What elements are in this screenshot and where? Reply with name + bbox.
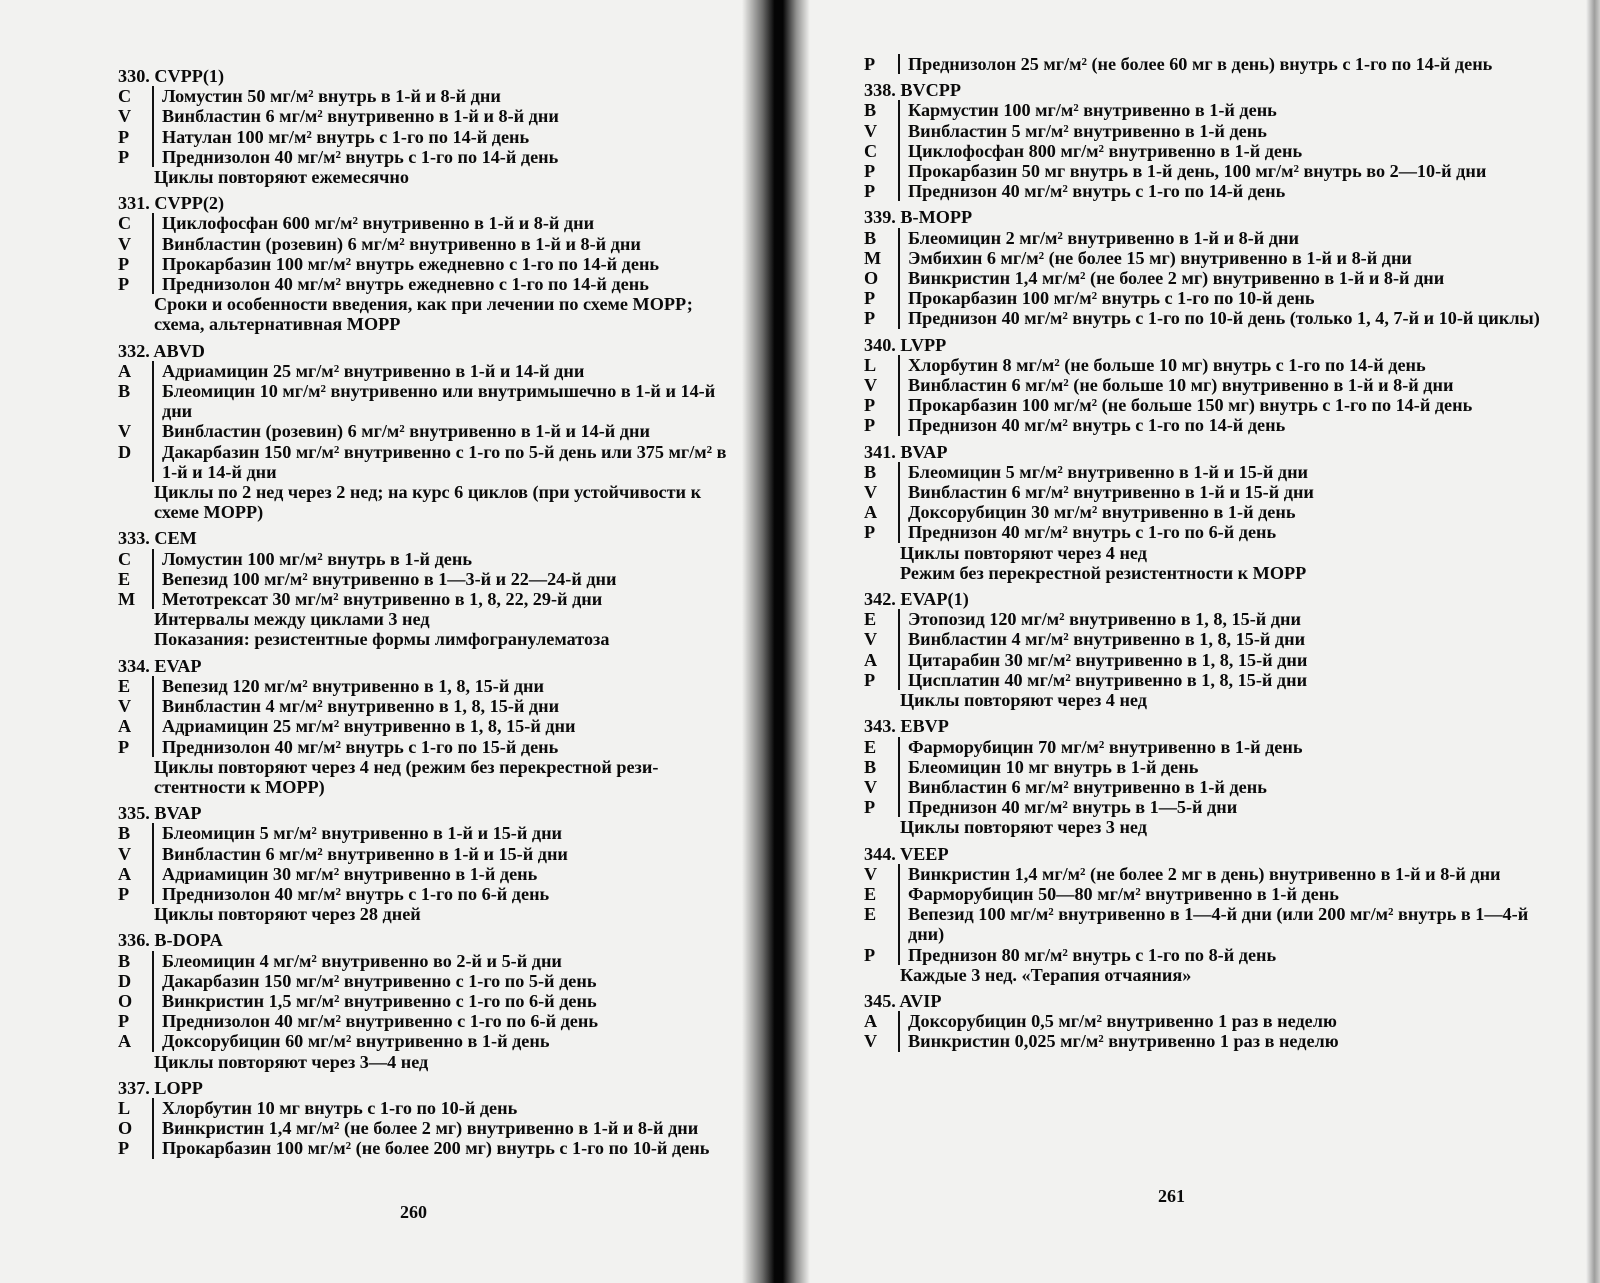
drug-row bbox=[118, 823, 728, 843]
drug-code: B bbox=[864, 227, 877, 248]
drug-code: B bbox=[864, 756, 877, 777]
drug-code: B bbox=[864, 100, 877, 121]
drug-code: P bbox=[118, 883, 130, 904]
drug-row bbox=[118, 844, 728, 864]
page-number-right: 261 bbox=[1158, 1186, 1185, 1206]
drug-dosage: Винкристин 1,4 мг/м² (не более 2 мг) внутривенно в 1-й и 8-й дни bbox=[898, 268, 1564, 288]
regimen-title: 345. AVIP bbox=[864, 990, 942, 1011]
regimen-note: Режим без перекрестной резистентности к МОРР bbox=[900, 562, 1307, 583]
drug-code: C bbox=[118, 86, 132, 107]
drug-dosage: Циклофосфан 800 мг/м² внутривенно в 1-й день bbox=[898, 141, 1564, 161]
drug-row bbox=[864, 522, 1564, 542]
drug-row bbox=[864, 797, 1564, 817]
regimen-note: Циклы повторяют через 3—4 нед bbox=[154, 1051, 429, 1072]
drug-code: A bbox=[864, 1011, 878, 1032]
drug-row bbox=[864, 288, 1564, 308]
drug-row bbox=[118, 589, 728, 609]
drug-dosage: Винкристин 1,4 мг/м² (не более 2 мг) внутривенно в 1-й и 8-й дни bbox=[152, 1118, 728, 1138]
regimen-title: 342. EVAP(1) bbox=[864, 589, 969, 610]
drug-dosage: Преднизон 40 мг/м² внутрь с 1-го по 14-й день bbox=[898, 415, 1564, 435]
drug-row bbox=[864, 609, 1564, 629]
drug-row bbox=[118, 737, 728, 757]
drug-dosage: Винбластин 6 мг/м² (не больше 10 мг) внутривенно в 1-й и 8-й дни bbox=[898, 375, 1564, 395]
drug-code: P bbox=[118, 1011, 130, 1032]
drug-row bbox=[118, 213, 728, 233]
drug-dosage: Дакарбазин 150 мг/м² внутривенно с 1-го по 5-й день bbox=[152, 971, 728, 991]
drug-row bbox=[118, 1138, 728, 1158]
drug-row bbox=[864, 884, 1564, 904]
drug-dosage: Винбластин 4 мг/м² внутривенно в 1, 8, 15-й дни bbox=[898, 629, 1564, 649]
drug-row bbox=[864, 395, 1564, 415]
regimen-entry bbox=[864, 54, 1564, 74]
drug-code: V bbox=[864, 863, 878, 884]
drug-dosage: Вепезид 100 мг/м² внутривенно в 1—4-й дни (или 200 мг/м² внутрь в 1—4-й дни) bbox=[898, 904, 1564, 944]
drug-row bbox=[118, 1098, 728, 1118]
drug-code: P bbox=[864, 944, 876, 965]
drug-code: V bbox=[118, 421, 132, 442]
drug-dosage: Винкристин 1,5 мг/м² внутривенно с 1-го по 6-й день bbox=[152, 991, 728, 1011]
drug-row bbox=[118, 951, 728, 971]
drug-code: C bbox=[118, 548, 132, 569]
drug-row bbox=[118, 361, 728, 381]
drug-dosage: Адриамицин 25 мг/м² внутривенно в 1, 8, 15-й дни bbox=[152, 716, 728, 736]
drug-row bbox=[118, 569, 728, 589]
left-page bbox=[0, 0, 760, 1283]
drug-code: E bbox=[864, 609, 877, 630]
drug-row bbox=[864, 308, 1564, 328]
drug-row bbox=[118, 147, 728, 167]
drug-row bbox=[864, 121, 1564, 141]
drug-row bbox=[118, 884, 728, 904]
drug-code: L bbox=[118, 1097, 131, 1118]
drug-row bbox=[118, 381, 728, 421]
drug-row bbox=[118, 421, 728, 441]
drug-code: V bbox=[864, 1031, 878, 1052]
regimen-note: Интервалы между циклами 3 нед bbox=[154, 609, 430, 630]
drug-row bbox=[864, 228, 1564, 248]
drug-dosage: Блеомицин 10 мг внутрь в 1-й день bbox=[898, 757, 1564, 777]
drug-code: V bbox=[118, 696, 132, 717]
drug-row bbox=[118, 864, 728, 884]
drug-row bbox=[864, 268, 1564, 288]
drug-code: O bbox=[864, 268, 879, 289]
regimen-entry bbox=[118, 66, 728, 187]
drug-code: C bbox=[864, 140, 878, 161]
regimen-entry bbox=[864, 589, 1564, 710]
regimen-entry bbox=[118, 193, 728, 334]
regimen-entry bbox=[118, 1078, 728, 1159]
drug-row bbox=[118, 991, 728, 1011]
drug-dosage: Фарморубицин 50—80 мг/м² внутривенно в 1-й день bbox=[898, 884, 1564, 904]
drug-dosage: Прокарбазин 100 мг/м² (не больше 150 мг) внутрь с 1-го по 14-й день bbox=[898, 395, 1564, 415]
drug-code: V bbox=[864, 120, 878, 141]
drug-dosage: Преднизолон 25 мг/м² (не более 60 мг в день) внутрь с 1-го по 14-й день bbox=[898, 54, 1564, 74]
drug-row bbox=[864, 161, 1564, 181]
drug-row bbox=[864, 777, 1564, 797]
drug-code: A bbox=[864, 502, 878, 523]
drug-code: V bbox=[118, 233, 132, 254]
drug-code: P bbox=[118, 274, 130, 295]
drug-row bbox=[864, 737, 1564, 757]
drug-dosage: Цисплатин 40 мг/м² внутривенно в 1, 8, 15-й дни bbox=[898, 670, 1564, 690]
drug-dosage: Преднизолон 40 мг/м² внутрь ежедневно с 1-го по 14-й день bbox=[152, 274, 728, 294]
drug-row bbox=[118, 716, 728, 736]
drug-row bbox=[118, 254, 728, 274]
drug-dosage: Вепезид 100 мг/м² внутривенно в 1—3-й и 22—24-й дни bbox=[152, 569, 728, 589]
drug-code: P bbox=[864, 522, 876, 543]
drug-dosage: Адриамицин 25 мг/м² внутривенно в 1-й и 14-й дни bbox=[152, 361, 728, 381]
drug-code: P bbox=[118, 736, 130, 757]
drug-row bbox=[118, 696, 728, 716]
regimen-entry bbox=[864, 207, 1564, 328]
regimen-entry bbox=[118, 528, 728, 649]
regimen-title: 331. CVPP(2) bbox=[118, 193, 225, 214]
drug-dosage: Преднизон 40 мг/м² внутрь с 1-го по 6-й день bbox=[898, 522, 1564, 542]
drug-code: P bbox=[864, 308, 876, 329]
regimen-entry bbox=[864, 716, 1564, 837]
regimen-note: Циклы повторяют через 4 нед bbox=[900, 690, 1147, 711]
drug-code: M bbox=[864, 247, 882, 268]
drug-dosage: Фарморубицин 70 мг/м² внутривенно в 1-й день bbox=[898, 737, 1564, 757]
drug-code: P bbox=[864, 415, 876, 436]
regimen-note: Циклы повторяют через 3 нед bbox=[900, 817, 1147, 838]
drug-dosage: Доксорубицин 0,5 мг/м² внутривенно 1 раз в неделю bbox=[898, 1011, 1564, 1031]
drug-code: P bbox=[118, 253, 130, 274]
drug-row bbox=[864, 670, 1564, 690]
drug-dosage: Винбластин 6 мг/м² внутривенно в 1-й день bbox=[898, 777, 1564, 797]
regimen-entry bbox=[118, 803, 728, 924]
regimen-title: 330. CVPP(1) bbox=[118, 66, 225, 86]
drug-row bbox=[864, 757, 1564, 777]
page-edge-shadow bbox=[1586, 0, 1600, 1283]
drug-dosage: Этопозид 120 мг/м² внутривенно в 1, 8, 15-й дни bbox=[898, 609, 1564, 629]
drug-dosage: Блеомицин 5 мг/м² внутривенно в 1-й и 15-й дни bbox=[152, 823, 728, 843]
regimen-title: 338. BVCPP bbox=[864, 80, 961, 101]
drug-dosage: Прокарбазин 50 мг внутрь в 1-й день, 100 мг/м² внутрь во 2—10-й дни bbox=[898, 161, 1564, 181]
drug-dosage: Доксорубицин 60 мг/м² внутривенно в 1-й день bbox=[152, 1031, 728, 1051]
regimen-title: 341. BVAP bbox=[864, 441, 948, 462]
drug-row bbox=[118, 234, 728, 254]
drug-dosage: Кармустин 100 мг/м² внутривенно в 1-й день bbox=[898, 100, 1564, 120]
drug-row bbox=[864, 502, 1564, 522]
regimen-note: Циклы повторяют через 4 нед (режим без перекрестной рези-стентности к МОРР) bbox=[154, 756, 659, 797]
drug-code: P bbox=[864, 797, 876, 818]
drug-row bbox=[864, 375, 1564, 395]
drug-code: B bbox=[118, 823, 131, 844]
drug-dosage: Преднизолон 40 мг/м² внутрь с 1-го по 15-й день bbox=[152, 737, 728, 757]
drug-dosage: Блеомицин 5 мг/м² внутривенно в 1-й и 15-й дни bbox=[898, 462, 1564, 482]
drug-code: B bbox=[864, 461, 877, 482]
drug-row bbox=[864, 100, 1564, 120]
drug-row bbox=[864, 141, 1564, 161]
drug-code: P bbox=[864, 288, 876, 309]
drug-code: P bbox=[864, 669, 876, 690]
drug-dosage: Циклофосфан 600 мг/м² внутривенно в 1-й и 8-й дни bbox=[152, 213, 728, 233]
drug-code: E bbox=[118, 568, 131, 589]
drug-code: P bbox=[118, 126, 130, 147]
regimen-title: 336. B-DOPA bbox=[118, 930, 223, 951]
drug-code: P bbox=[118, 1138, 130, 1159]
drug-row bbox=[864, 355, 1564, 375]
regimen-title: 344. VEEP bbox=[864, 843, 949, 864]
drug-row bbox=[864, 945, 1564, 965]
drug-code: A bbox=[118, 360, 132, 381]
drug-row bbox=[118, 127, 728, 147]
regimen-entry bbox=[864, 80, 1564, 201]
drug-dosage: Преднизолон 40 мг/м² внутрь с 1-го по 14-й день bbox=[152, 147, 728, 167]
drug-row bbox=[864, 248, 1564, 268]
drug-code: C bbox=[118, 213, 132, 234]
drug-code: L bbox=[864, 354, 877, 375]
drug-row bbox=[864, 415, 1564, 435]
drug-dosage: Цитарабин 30 мг/м² внутривенно в 1, 8, 15-й дни bbox=[898, 650, 1564, 670]
drug-dosage: Прокарбазин 100 мг/м² внутрь ежедневно с 1-го по 14-й день bbox=[152, 254, 728, 274]
regimen-title: 343. EBVP bbox=[864, 716, 949, 737]
drug-row bbox=[118, 676, 728, 696]
drug-dosage: Ломустин 100 мг/м² внутрь в 1-й день bbox=[152, 549, 728, 569]
drug-dosage: Винбластин (розевин) 6 мг/м² внутривенно в 1-й и 8-й дни bbox=[152, 234, 728, 254]
drug-code: O bbox=[118, 990, 133, 1011]
regimen-note: Циклы повторяют ежемесячно bbox=[154, 167, 409, 188]
drug-row bbox=[864, 1031, 1564, 1051]
regimen-title: 339. B-MOPP bbox=[864, 207, 973, 228]
drug-dosage: Преднизон 40 мг/м² внутрь с 1-го по 14-й день bbox=[898, 181, 1564, 201]
drug-dosage: Винбластин 6 мг/м² внутривенно в 1-й и 15-й дни bbox=[898, 482, 1564, 502]
drug-row bbox=[864, 462, 1564, 482]
regimen-entry bbox=[118, 341, 728, 523]
drug-row bbox=[864, 864, 1564, 884]
drug-code: E bbox=[864, 883, 877, 904]
right-column bbox=[864, 54, 1564, 1058]
drug-row bbox=[864, 1011, 1564, 1031]
drug-code: M bbox=[118, 589, 136, 610]
drug-dosage: Прокарбазин 100 мг/м² (не более 200 мг) внутрь с 1-го по 10-й день bbox=[152, 1138, 728, 1158]
regimen-title: 332. ABVD bbox=[118, 340, 205, 361]
drug-dosage: Преднизон 40 мг/м² внутрь с 1-го по 10-й день (только 1, 4, 7-й и 10-й циклы) bbox=[898, 308, 1564, 328]
drug-dosage: Винкристин 0,025 мг/м² внутривенно 1 раз в неделю bbox=[898, 1031, 1564, 1051]
drug-code: P bbox=[864, 395, 876, 416]
drug-row bbox=[118, 549, 728, 569]
drug-row bbox=[864, 54, 1564, 74]
regimen-entry bbox=[864, 335, 1564, 436]
regimen-note: Сроки и особенности введения, как при лечении по схеме МОРР; bbox=[154, 294, 693, 315]
drug-dosage: Преднизолон 40 мг/м² внутривенно с 1-го по 6-й день bbox=[152, 1011, 728, 1031]
drug-row bbox=[118, 106, 728, 126]
drug-row bbox=[118, 442, 728, 482]
drug-row bbox=[864, 181, 1564, 201]
drug-code: P bbox=[864, 181, 876, 202]
drug-dosage: Преднизолон 40 мг/м² внутрь с 1-го по 6-й день bbox=[152, 884, 728, 904]
drug-row bbox=[118, 1011, 728, 1031]
drug-code: P bbox=[864, 54, 876, 74]
regimen-note: Циклы повторяют через 4 нед bbox=[900, 542, 1147, 563]
drug-dosage: Преднизон 80 мг/м² внутрь с 1-го по 8-й день bbox=[898, 945, 1564, 965]
drug-code: V bbox=[118, 843, 132, 864]
drug-row bbox=[864, 904, 1564, 944]
regimen-entry bbox=[864, 991, 1564, 1052]
drug-code: V bbox=[864, 629, 878, 650]
regimen-entry bbox=[118, 656, 728, 797]
drug-code: P bbox=[118, 146, 130, 167]
drug-code: A bbox=[118, 716, 132, 737]
drug-dosage: Прокарбазин 100 мг/м² внутрь с 1-го по 10-й день bbox=[898, 288, 1564, 308]
drug-code: V bbox=[864, 482, 878, 503]
drug-code: A bbox=[864, 649, 878, 670]
drug-dosage: Натулан 100 мг/м² внутрь с 1-го по 14-й день bbox=[152, 127, 728, 147]
drug-code: V bbox=[864, 776, 878, 797]
drug-dosage: Доксорубицин 30 мг/м² внутривенно в 1-й день bbox=[898, 502, 1564, 522]
regimen-note: схема, альтернативная МОРР bbox=[154, 314, 401, 335]
drug-code: P bbox=[864, 161, 876, 182]
drug-code: B bbox=[118, 381, 131, 402]
page-number-left: 260 bbox=[400, 1202, 427, 1222]
drug-code: A bbox=[118, 863, 132, 884]
drug-row bbox=[864, 629, 1564, 649]
drug-row bbox=[118, 86, 728, 106]
regimen-note: Показания: резистентные формы лимфогранулематоза bbox=[154, 629, 610, 650]
drug-dosage: Адриамицин 30 мг/м² внутривенно в 1-й день bbox=[152, 864, 728, 884]
regimen-note: Циклы по 2 нед через 2 нед; на курс 6 циклов (при устойчивости к схеме МОРР) bbox=[154, 482, 702, 523]
drug-code: V bbox=[864, 375, 878, 396]
regimen-entry bbox=[864, 442, 1564, 583]
drug-dosage: Блеомицин 10 мг/м² внутривенно или внутримышечно в 1-й и 14-й дни bbox=[152, 381, 728, 421]
drug-row bbox=[118, 971, 728, 991]
drug-dosage: Винбластин 5 мг/м² внутривенно в 1-й день bbox=[898, 121, 1564, 141]
regimen-title: 335. BVAP bbox=[118, 803, 202, 824]
drug-row bbox=[864, 650, 1564, 670]
drug-code: D bbox=[118, 970, 132, 991]
drug-code: D bbox=[118, 441, 132, 462]
drug-dosage: Ломустин 50 мг/м² внутрь в 1-й и 8-й дни bbox=[152, 86, 728, 106]
regimen-title: 333. CEM bbox=[118, 528, 197, 549]
regimen-note: Каждые 3 нед. «Терапия отчаяния» bbox=[900, 964, 1192, 985]
drug-dosage: Преднизон 40 мг/м² внутрь в 1—5-й дни bbox=[898, 797, 1564, 817]
drug-row bbox=[118, 274, 728, 294]
regimen-title: 337. LOPP bbox=[118, 1077, 203, 1098]
drug-dosage: Винкристин 1,4 мг/м² (не более 2 мг в день) внутривенно в 1-й и 8-й дни bbox=[898, 864, 1564, 884]
drug-code: E bbox=[864, 736, 877, 757]
drug-code: A bbox=[118, 1031, 132, 1052]
drug-code: E bbox=[118, 675, 131, 696]
regimen-entry bbox=[118, 930, 728, 1071]
drug-dosage: Винбластин (розевин) 6 мг/м² внутривенно в 1-й и 14-й дни bbox=[152, 421, 728, 441]
drug-dosage: Вепезид 120 мг/м² внутривенно в 1, 8, 15-й дни bbox=[152, 676, 728, 696]
drug-dosage: Хлорбутин 10 мг внутрь с 1-го по 10-й день bbox=[152, 1098, 728, 1118]
left-column bbox=[118, 66, 728, 1165]
drug-dosage: Винбластин 4 мг/м² внутривенно в 1, 8, 15-й дни bbox=[152, 696, 728, 716]
drug-row bbox=[864, 482, 1564, 502]
drug-dosage: Хлорбутин 8 мг/м² (не больше 10 мг) внутрь с 1-го по 14-й день bbox=[898, 355, 1564, 375]
right-page bbox=[800, 0, 1600, 1283]
drug-dosage: Винбластин 6 мг/м² внутривенно в 1-й и 15-й дни bbox=[152, 844, 728, 864]
drug-dosage: Блеомицин 2 мг/м² внутривенно в 1-й и 8-й дни bbox=[898, 228, 1564, 248]
regimen-title: 340. LVPP bbox=[864, 334, 947, 355]
regimen-entry bbox=[864, 844, 1564, 985]
drug-code: V bbox=[118, 106, 132, 127]
drug-dosage: Эмбихин 6 мг/м² (не более 15 мг) внутривенно в 1-й и 8-й дни bbox=[898, 248, 1564, 268]
drug-dosage: Блеомицин 4 мг/м² внутривенно во 2-й и 5-й дни bbox=[152, 951, 728, 971]
drug-code: B bbox=[118, 950, 131, 971]
regimen-note: Циклы повторяют через 28 дней bbox=[154, 904, 421, 925]
drug-dosage: Винбластин 6 мг/м² внутривенно в 1-й и 8-й дни bbox=[152, 106, 728, 126]
drug-dosage: Метотрексат 30 мг/м² внутривенно в 1, 8, 22, 29-й дни bbox=[152, 589, 728, 609]
drug-code: O bbox=[118, 1118, 133, 1139]
drug-row bbox=[118, 1118, 728, 1138]
drug-code: E bbox=[864, 904, 877, 925]
regimen-title: 334. EVAP bbox=[118, 655, 202, 676]
drug-row bbox=[118, 1031, 728, 1051]
drug-dosage: Дакарбазин 150 мг/м² внутривенно с 1-го по 5-й день или 375 мг/м² в 1-й и 14-й дни bbox=[152, 442, 728, 482]
